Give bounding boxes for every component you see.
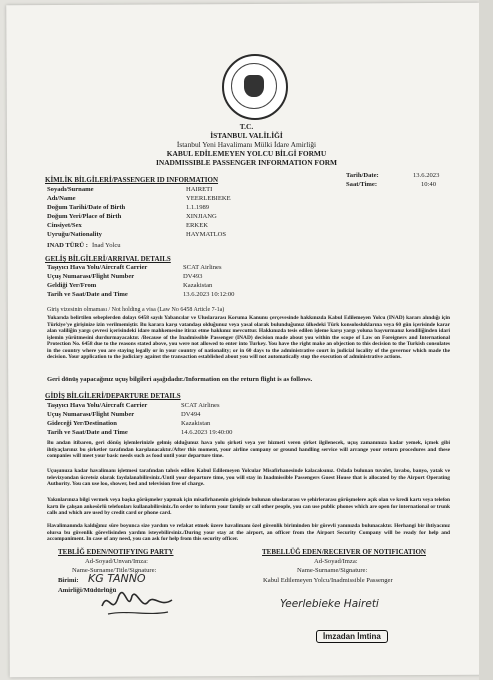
field-value: DV493: [183, 273, 203, 280]
inad-type-value: İnad Yolcu: [92, 242, 121, 249]
field-label: Tarih ve Saat/Date and Time: [47, 291, 128, 298]
date-value: 13.6.2023: [413, 172, 440, 179]
header-tc: T.C.: [239, 122, 254, 131]
field-value: SCAT Airlines: [181, 402, 220, 409]
field-label: Doğum Tarihi/Date of Birth: [47, 204, 126, 211]
receiver-handwritten-name: Yeerlebieke Haireti: [280, 598, 379, 610]
field-value: DV494: [181, 411, 201, 418]
field-value: YEERLEBIEKE: [186, 195, 231, 202]
legal-notice-paragraph: Yukarıda belirtilen sebeplerden dolayı 6458 sayılı Yabancılar ve Uluslararası Koruma Kanunu çerçevesinde hakkınızda Kabul Edilemeyen Yolcu (INAD) kararı alındığı için Türkiye'ye girişinize izin verilmemiştir. Bu karara karşı vatandaşı olduğunuz veya yasal olarak bulunduğunuz ülkedeki Türk konsolosluklarına veya 60 gün içerisinde karar alan valiliğin yargı çevresi içerisindeki idare mahkemesine itiraz etme hakkınız mevcuttur. Hakkınızda tesis edilen işleme karşı yargı yoluna başvurmanız kendiliğinden idari işlemin yürütmesini durdurmayacaktır. /Because of the Inadmissible Passenger (INAD) decision made about you within the scope of Law on Foreigners and International Protection No. 6458 due to the reasons stated above, you were not allowed to enter into Turkey. You have the right make an objection to this decision to the Turkish consulates in the country where you are staying legally or in your country of nationality; or in 60 days to the administrative court in judicial locality of the governor which made the decision. Your application to the judiciary against the transaction established about you will not automatically stop the execution of administrative actions.: [47, 315, 450, 360]
notifying-handwritten-name: KG TANNO: [88, 572, 146, 585]
edge-strip: [479, 0, 493, 680]
date-label: Tarih/Date:: [346, 172, 379, 179]
signature-refused-stamp: İmzadan İmtina: [316, 630, 388, 643]
field-value: SCAT Airlines: [183, 264, 222, 271]
field-value: HAYMATLOS: [186, 231, 227, 238]
field-value: 1.1.1989: [186, 204, 210, 211]
receiver-title: TEBELLÜĞ EDEN/RECEIVER OF NOTIFICATION: [262, 548, 426, 556]
return-procedure-paragraph: Bu andan itibaren, geri dönüş işlemlerinizle gelmiş olduğunuz hava yolu şirketi veya yer hizmeti veren şirket ilgilenecek, uçuş zamanınıza kadar yemek, içmek gibi ihtiyaçlarınız bu şirketler tarafından karşılanacaktır./After this moment, your airline company or ground handling service will arrange your return procedures and these companies will meet your basic needs such as food until your departure time.: [47, 440, 450, 459]
field-value: Kazakistan: [181, 420, 211, 427]
field-label: Taşıyıcı Hava Yolu/Aircraft Carrier: [47, 402, 148, 409]
notifying-party-title: TEBLİĞ EDEN/NOTIFYING PARTY: [58, 548, 174, 556]
header-form-en: INADMISSIBLE PASSENGER INFORMATION FORM: [155, 158, 338, 167]
field-value: HAIRETI: [186, 186, 213, 193]
receiver-name-label: Ad-Soyad/Imza:: [314, 558, 358, 565]
refusal-reason: Giriş vizesinin olmaması / Not holding a visa (Law No 6458 Article 7-1a): [47, 307, 225, 313]
time-value: 10:40: [421, 181, 437, 188]
field-label: Uyruğu/Nationality: [47, 231, 102, 238]
field-value: ERKEK: [186, 222, 208, 229]
field-label: Cinsiyet/Sex: [47, 222, 82, 229]
field-label: Taşıyıcı Hava Yolu/Aircraft Carrier: [47, 264, 148, 271]
header-governorship: İSTANBUL VALİLİĞİ: [210, 131, 283, 140]
field-label: Soyadı/Surname: [47, 186, 94, 193]
field-label: Uçuş Numarası/Flight Number: [47, 273, 135, 280]
state-seal-icon: [222, 54, 288, 120]
field-label: Adı/Name: [47, 195, 76, 202]
receiver-signature-label: Name-Surname/Signature:: [297, 567, 368, 574]
guest-house-paragraph: Uçuşunuza kadar havalimanı işletmesi tarafından tahsis edilen Kabul Edilemeyen Yolcular Misafirhanesinde kalacaksınız. Odada bulunan tuvalet, lavabo, banyo, yatak ve televizyondan ücretsiz olarak faydalanabilirsiniz./Until your departure time, you will stay in Inadmissible Passengers Guest House that is allocated by the Airport Operating Authority. You can use loo, shower, bed and television free of charge.: [47, 468, 450, 487]
field-label: Gideceği Yer/Destination: [47, 420, 117, 427]
field-value: Kazakistan: [183, 282, 213, 289]
return-flight-note: Geri dönüş yapacağınız uçuş bilgileri aşağıdadır./Information on the return flight is as follows.: [47, 376, 313, 383]
field-value: 13.6.2023 10:12:00: [183, 291, 235, 298]
field-label: Uçuş Numarası/Flight Number: [47, 411, 135, 418]
arrival-section-title: GELİŞ BİLGİLERİ/ARRIVAL DETAILS: [45, 255, 171, 263]
phone-paragraph: Yakınlarınıza bilgi vermek veya başka görüşmeler yapmak için misafirhanenin girişinde bulunan uluslararası ve şehirlerarası görüşmelere açık olan ve kredi kartı veya telefon kartı ile çalışan ankesörlü telefonları kullanabilirsiniz./In order to inform your family or call other people, you can use public phones which are open for international or trunk calls and which are used by credit card or phone card.: [47, 497, 450, 516]
field-label: Tarih ve Saat/Date and Time: [47, 429, 128, 436]
security-paragraph: Havalimanında kaldığınız süre boyunca size yardım ve refakat etmek üzere havalimanı özel güvenlik biriminden bir görevli yanınızda bulunacaktır. Herhangi bir ihtiyacınız olursa bu güvenlik görevlisinden yardım isteyebilirsiniz./During your stay at the airport, an officer from the Airport Security Company will be ready for help and accompaniment. In case of any need, you can ask for help from this security officer.: [47, 523, 450, 542]
departure-section-title: GİDİŞ BİLGİLERİ/DEPARTURE DETAILS: [45, 392, 181, 400]
notifying-unit-label: Birimi:: [58, 577, 79, 584]
notifying-office-label: Amirliği/Müdürlüğü: [58, 587, 117, 594]
field-value: XINJIANG: [186, 213, 217, 220]
header-form-tr: KABUL EDİLEMEYEN YOLCU BİLGİ FORMU: [166, 149, 327, 158]
field-label: Doğum Yeri/Place of Birth: [47, 213, 122, 220]
notifying-name-label: Ad-Soyad/Unvan/Imza:: [85, 558, 148, 565]
time-label: Saat/Time:: [346, 181, 378, 188]
notifying-title-label: Name-Surname/Title/Signature:: [72, 567, 157, 574]
identity-section-title: KİMLİK BİLGİLERİ/PASSENGER ID INFORMATION: [45, 176, 219, 184]
header-authority: İstanbul Yeni Havalimanı Mülki İdare Amirliği: [176, 140, 317, 149]
field-value: 14.6.2023 19:40:00: [181, 429, 233, 436]
receiver-role-label: Kabul Edilemeyen Yolcu/Inadmissible Passenger: [263, 577, 393, 584]
notifying-signature-icon: [98, 586, 178, 620]
inad-type-label: INAD TÜRÜ :: [47, 242, 88, 249]
field-label: Geldiği Yer/From: [47, 282, 97, 289]
